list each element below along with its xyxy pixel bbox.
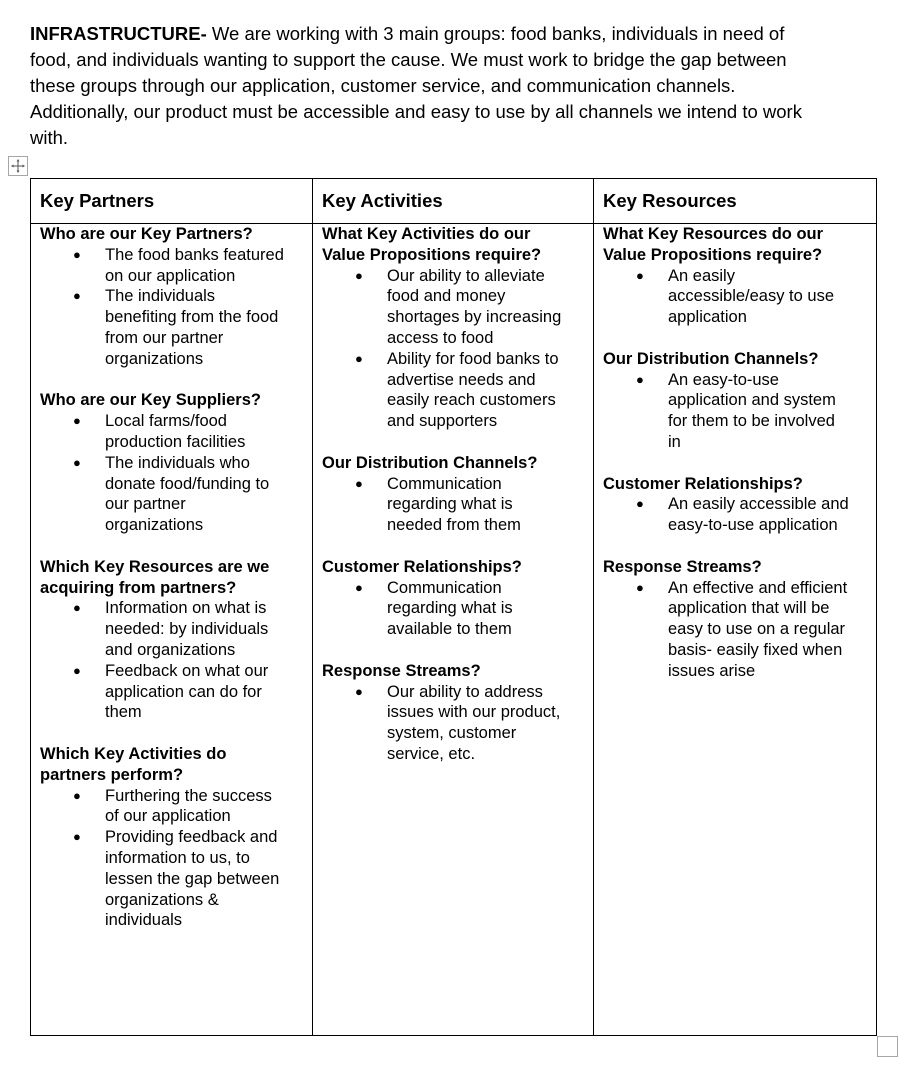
cell-key-activities[interactable] bbox=[313, 224, 594, 1036]
list-item bbox=[603, 370, 876, 453]
list-item-text: service, etc. bbox=[387, 744, 476, 763]
list-item bbox=[40, 286, 312, 369]
list-item bbox=[322, 682, 593, 765]
bullet-icon: ● bbox=[355, 267, 363, 283]
bullet-icon: ● bbox=[355, 579, 363, 595]
bullet-icon: ● bbox=[73, 413, 81, 429]
intro-line: these groups through our application, customer service, and communication channels. bbox=[30, 75, 736, 96]
intro-line: food, and individuals wanting to support the cause. We must work to bridge the gap between bbox=[30, 49, 787, 70]
section bbox=[40, 390, 312, 536]
list-item-text: individuals bbox=[105, 911, 183, 930]
list-item-text: system, customer bbox=[387, 724, 517, 743]
list-item bbox=[40, 786, 312, 828]
list-item-text: them bbox=[105, 703, 142, 722]
list-item bbox=[603, 266, 876, 328]
bullet-icon: ● bbox=[355, 683, 363, 699]
list-item-text: organizations & bbox=[105, 890, 219, 909]
list-item-text: Communication bbox=[387, 578, 502, 597]
list-item-text: for them to be involved bbox=[668, 412, 835, 431]
section bbox=[603, 474, 876, 536]
list-item-text: application and system bbox=[668, 391, 836, 410]
bullet-icon: ● bbox=[73, 454, 81, 470]
list-item-text: application that will be bbox=[668, 599, 830, 618]
bullet-icon: ● bbox=[636, 267, 644, 283]
list-item-text: easy-to-use application bbox=[668, 516, 838, 535]
section bbox=[322, 453, 593, 536]
list-item-text: Ability for food banks to bbox=[387, 349, 559, 368]
list-item-text: and organizations bbox=[105, 640, 236, 659]
list-item-text: Providing feedback and bbox=[105, 828, 278, 847]
section bbox=[322, 224, 593, 432]
list-item bbox=[40, 827, 312, 931]
list-item-text: Local farms/food bbox=[105, 412, 227, 431]
section-question: Value Propositions require? bbox=[603, 245, 823, 264]
table-move-handle[interactable] bbox=[8, 156, 28, 176]
list-item-text: The food banks featured bbox=[105, 245, 284, 264]
section-question: Which Key Resources are we bbox=[40, 557, 270, 576]
list-item-text: production facilities bbox=[105, 432, 246, 451]
section bbox=[40, 744, 312, 931]
bullet-icon: ● bbox=[73, 600, 81, 616]
list-item bbox=[322, 349, 593, 432]
list-item bbox=[603, 494, 876, 536]
list-item bbox=[40, 411, 312, 453]
list-item-text: and supporters bbox=[387, 412, 498, 431]
list-item-text: Information on what is bbox=[105, 599, 267, 618]
list-item bbox=[322, 578, 593, 640]
intro-line: Additionally, our product must be accessible and easy to use by all channels we intend to work bbox=[30, 101, 802, 122]
header-key-partners: Key Partners bbox=[31, 179, 313, 224]
section bbox=[322, 557, 593, 640]
section-question: What Key Resources do our bbox=[603, 225, 824, 243]
section bbox=[603, 224, 876, 328]
section-question: Which Key Activities do bbox=[40, 744, 227, 763]
move-arrows-icon bbox=[10, 158, 26, 174]
section-question: Customer Relationships? bbox=[603, 474, 803, 493]
list-item-text: information to us, to bbox=[105, 848, 250, 867]
list-item bbox=[40, 453, 312, 536]
list-item-text: application can do for bbox=[105, 682, 262, 701]
list-item-text: on our application bbox=[105, 266, 236, 285]
list-item-text: issues with our product, bbox=[387, 703, 561, 722]
list-item-text: needed from them bbox=[387, 516, 521, 535]
bullet-icon: ● bbox=[355, 475, 363, 491]
bullet-icon: ● bbox=[636, 579, 644, 595]
list-item-text: The individuals bbox=[105, 287, 216, 306]
list-item bbox=[603, 578, 876, 682]
list-item bbox=[40, 245, 312, 287]
table-resize-handle[interactable] bbox=[877, 1036, 898, 1057]
list-item-text: in bbox=[668, 432, 681, 451]
list-item-text: Feedback on what our bbox=[105, 661, 269, 680]
list-item bbox=[322, 474, 593, 536]
list-item-text: regarding what is bbox=[387, 599, 513, 618]
bullet-icon: ● bbox=[73, 829, 81, 845]
list-item-text: regarding what is bbox=[387, 495, 513, 514]
section-question: acquiring from partners? bbox=[40, 578, 237, 597]
section bbox=[322, 661, 593, 765]
list-item-text: basis- easily fixed when bbox=[668, 640, 843, 659]
list-item-text: accessible/easy to use bbox=[668, 287, 835, 306]
intro-text: We are working with 3 main groups: food banks, individuals in need of bbox=[206, 23, 785, 44]
intro-line: with. bbox=[30, 127, 69, 148]
list-item bbox=[40, 598, 312, 660]
bullet-icon: ● bbox=[636, 496, 644, 512]
intro-line bbox=[30, 21, 890, 47]
cell-key-partners[interactable] bbox=[31, 224, 313, 1036]
list-item-text: food and money bbox=[387, 287, 506, 306]
list-item-text: advertise needs and bbox=[387, 370, 536, 389]
list-item-text: Furthering the success bbox=[105, 786, 272, 805]
list-item-text: An effective and efficient bbox=[668, 578, 848, 597]
list-item-text: An easily accessible and bbox=[668, 495, 849, 514]
section bbox=[603, 349, 876, 453]
list-item-text: of our application bbox=[105, 807, 231, 826]
list-item-text: lessen the gap between bbox=[105, 869, 280, 888]
list-item-text: Communication bbox=[387, 474, 502, 493]
intro-label: INFRASTRUCTURE- bbox=[30, 23, 207, 44]
list-item-text: application bbox=[668, 308, 747, 327]
list-item-text: shortages by increasing bbox=[387, 308, 562, 327]
section bbox=[40, 557, 312, 723]
cell-key-resources[interactable] bbox=[594, 224, 877, 1036]
list-item-text: An easily bbox=[668, 266, 735, 285]
list-item-text: benefiting from the food bbox=[105, 308, 279, 327]
list-item-text: needed: by individuals bbox=[105, 620, 269, 639]
list-item-text: access to food bbox=[387, 328, 494, 347]
bullet-icon: ● bbox=[355, 350, 363, 366]
bullet-icon: ● bbox=[73, 787, 81, 803]
section-question: Our Distribution Channels? bbox=[322, 453, 538, 472]
list-item-text: organizations bbox=[105, 349, 204, 368]
table-body-row bbox=[31, 224, 877, 1036]
header-key-resources: Key Resources bbox=[594, 179, 877, 224]
intro-paragraph bbox=[30, 21, 890, 151]
list-item-text: available to them bbox=[387, 620, 512, 639]
list-item-text: from our partner bbox=[105, 328, 224, 347]
bullet-icon: ● bbox=[73, 288, 81, 304]
section-question: Value Propositions require? bbox=[322, 245, 542, 264]
section-question: Our Distribution Channels? bbox=[603, 349, 819, 368]
section-question: partners perform? bbox=[40, 765, 184, 784]
list-item-text: Our ability to address bbox=[387, 682, 543, 701]
list-item bbox=[322, 266, 593, 349]
list-item-text: easy to use on a regular bbox=[668, 620, 846, 639]
bullet-icon: ● bbox=[636, 371, 644, 387]
section bbox=[603, 557, 876, 682]
section-question: What Key Activities do our bbox=[322, 225, 531, 243]
list-item-text: An easy-to-use bbox=[668, 370, 779, 389]
section-question: Response Streams? bbox=[322, 661, 481, 680]
bullet-icon: ● bbox=[73, 662, 81, 678]
section-question: Customer Relationships? bbox=[322, 557, 522, 576]
table-header-row bbox=[31, 179, 877, 224]
section-question: Who are our Key Suppliers? bbox=[40, 391, 261, 410]
list-item-text: Our ability to alleviate bbox=[387, 266, 545, 285]
list-item-text: organizations bbox=[105, 516, 204, 535]
bullet-icon: ● bbox=[73, 246, 81, 262]
list-item-text: easily reach customers bbox=[387, 391, 556, 410]
section bbox=[40, 224, 312, 370]
list-item-text: issues arise bbox=[668, 661, 756, 680]
list-item-text: our partner bbox=[105, 495, 186, 514]
business-model-table bbox=[30, 178, 877, 1036]
section-question: Who are our Key Partners? bbox=[40, 225, 253, 243]
header-key-activities: Key Activities bbox=[313, 179, 594, 224]
list-item-text: donate food/funding to bbox=[105, 474, 270, 493]
list-item-text: The individuals who bbox=[105, 453, 250, 472]
section-question: Response Streams? bbox=[603, 557, 762, 576]
list-item bbox=[40, 661, 312, 723]
